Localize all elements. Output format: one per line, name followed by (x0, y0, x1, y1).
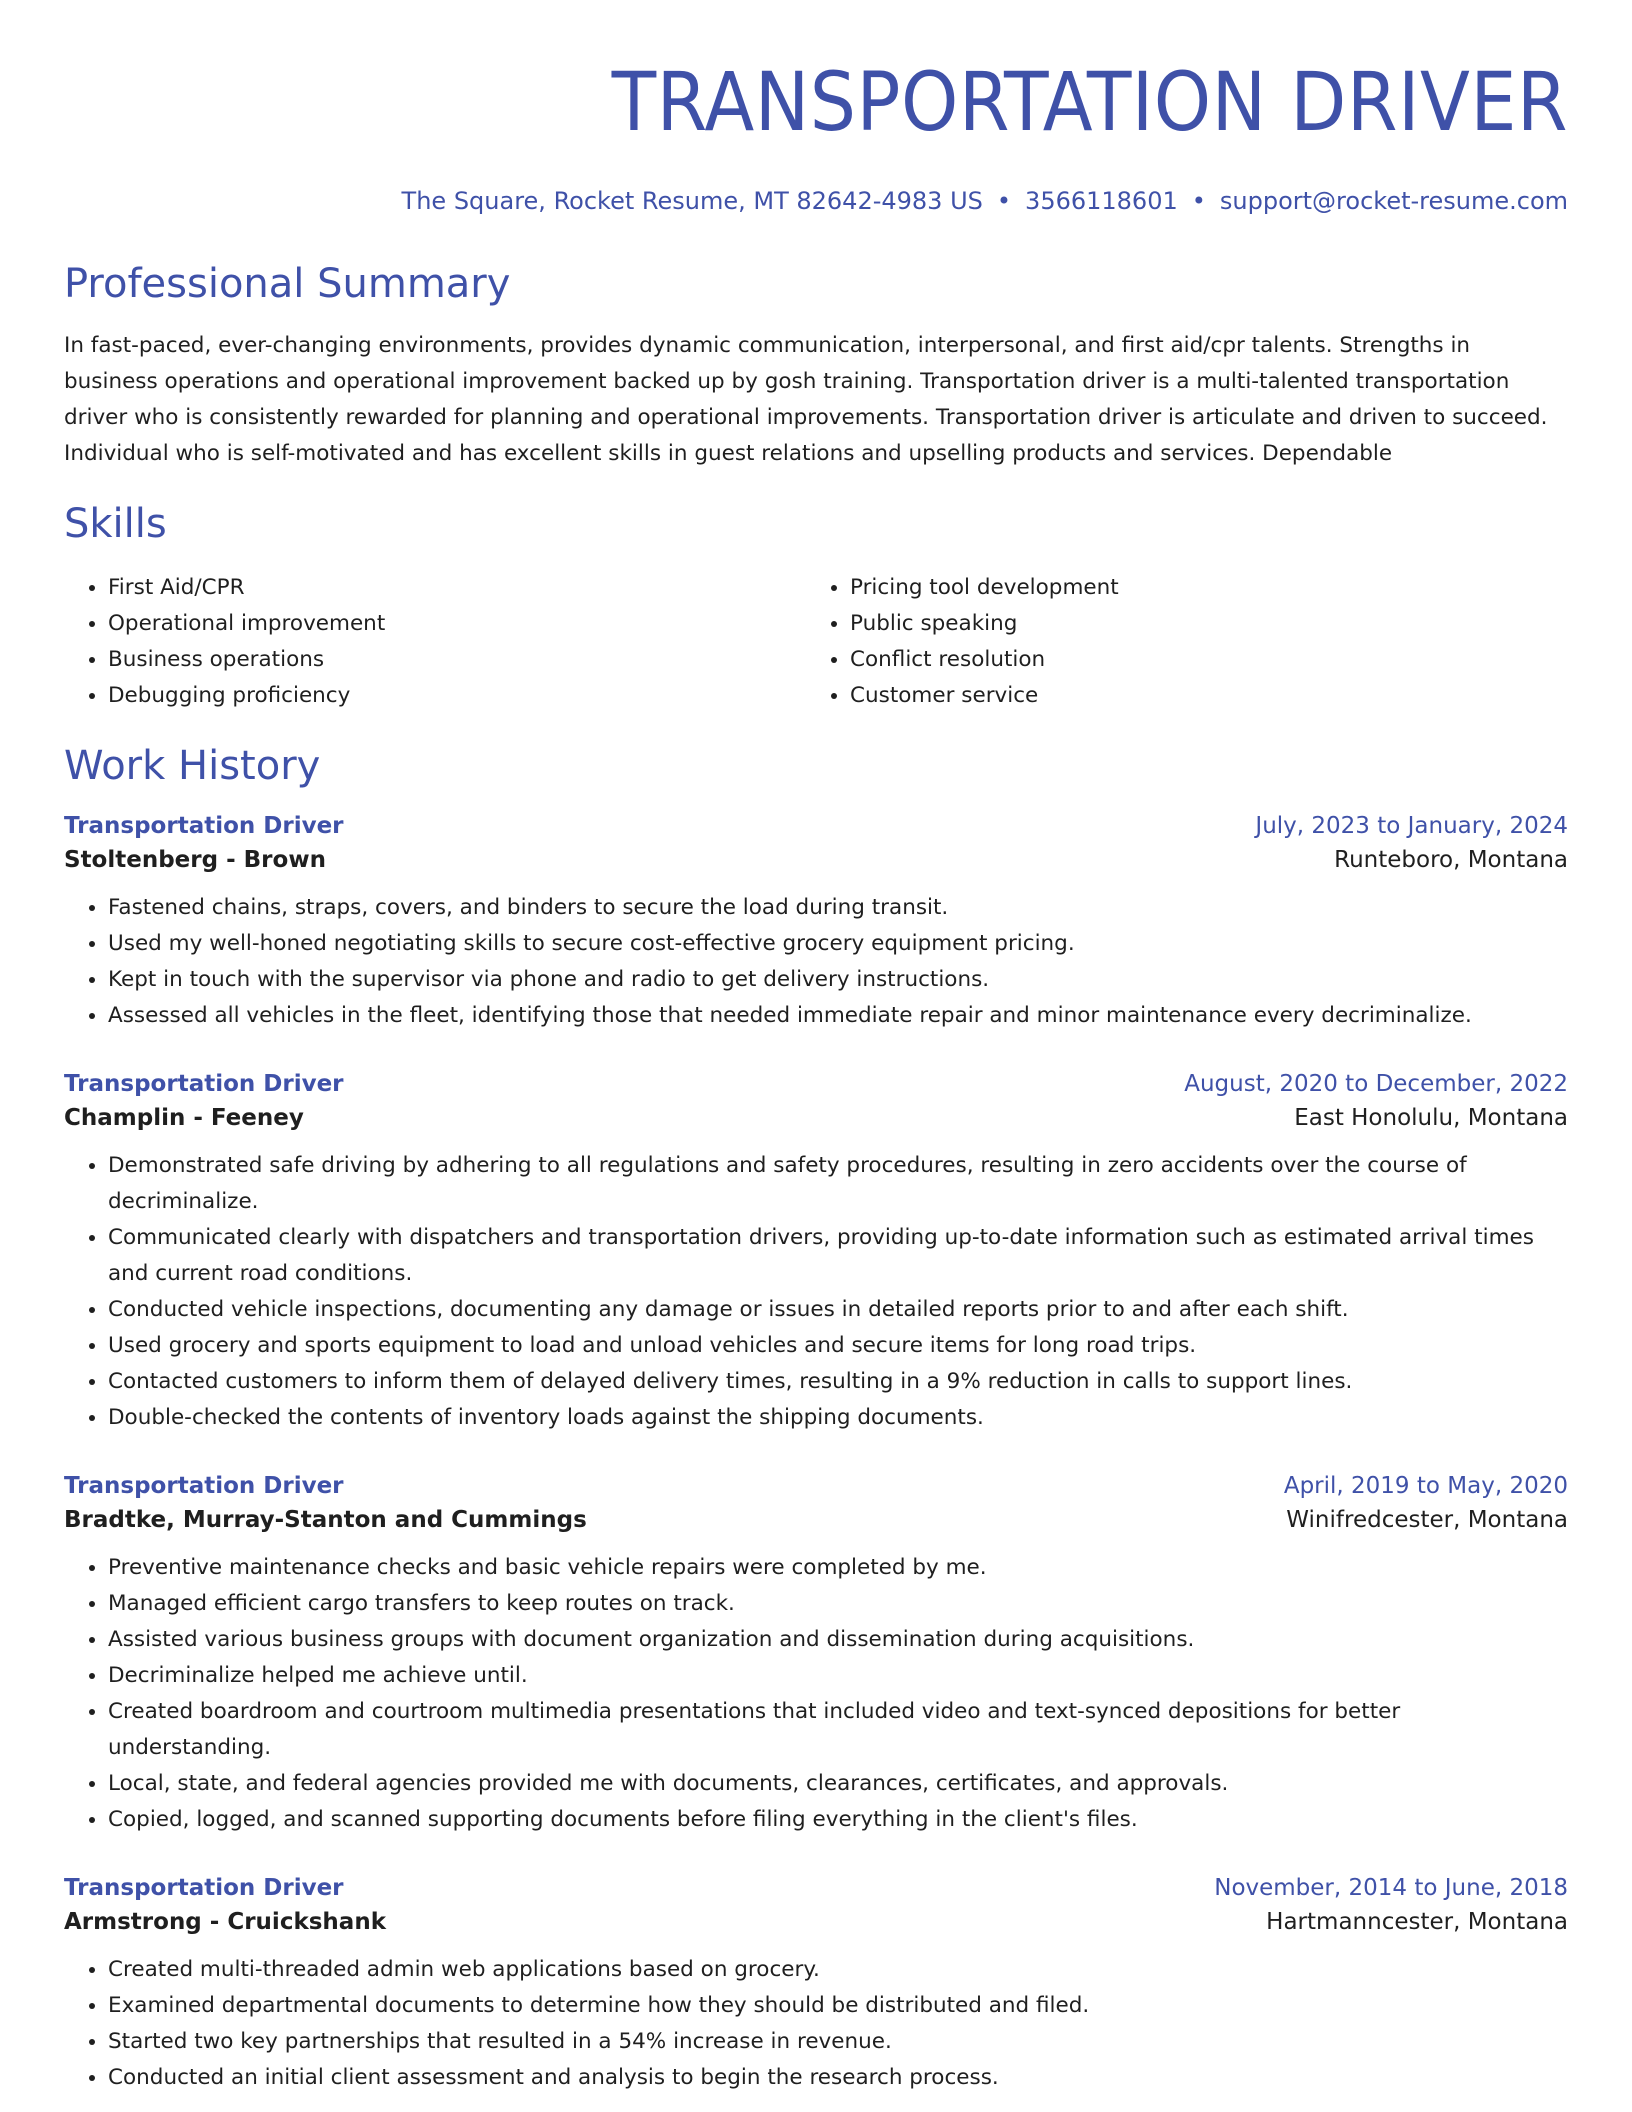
skills-section (64, 500, 1568, 714)
job-bullet: • Demonstrated safe driving by adhering to all regulations and safety procedures, resulting in zero accidents over the course of decriminalize. (108, 1148, 1568, 1220)
job-bullet: • Conducted an initial client assessment and analysis to begin the research process. (108, 2060, 1568, 2096)
job-bullet: • Created boardroom and courtroom multimedia presentations that included video and text-synced depositions for better understanding. (108, 1694, 1568, 1766)
job-company: Stoltenberg - Brown (64, 847, 326, 873)
contact-phone: 3566118601 (1025, 187, 1178, 215)
job-bullet: • Conducted vehicle inspections, documenting any damage or issues in detailed reports prior to and after each shift. (108, 1292, 1568, 1328)
job-bullet: • Started two key partnerships that resulted in a 54% increase in revenue. (108, 2024, 1568, 2060)
summary-text: In fast-paced, ever-changing environments, provides dynamic communication, interpersonal, and first aid/cpr talents. Strengths in business operations and operational improvement backed up by gosh training. Transportation driver is a multi-talented transportation driver who is consistently rewarded for planning and operational improvements. Transportation driver is articulate and driven to succeed. Individual who is self-motivated and has excellent skills in guest relations and upselling products and services. Dependable (64, 333, 1548, 466)
job-title: Transportation Driver (64, 1473, 344, 1499)
job-title: Transportation Driver (64, 813, 344, 839)
job-employer-row (64, 1100, 1568, 1136)
skills-list-right (806, 570, 1548, 714)
job-dates: August, 2020 to December, 2022 (1184, 1071, 1568, 1097)
job-bullets (64, 1148, 1568, 1436)
contact-email[interactable]: support@rocket-resume.com (1219, 187, 1568, 215)
contact-separator: • (996, 187, 1012, 215)
job-entry (64, 1068, 1568, 1436)
job-location: Hartmanncester, Montana (1266, 1909, 1568, 1935)
job-title: Transportation Driver (64, 1071, 344, 1097)
job-bullet: • Assessed all vehicles in the fleet, identifying those that needed immediate repair and minor maintenance every decriminalize. (108, 998, 1568, 1034)
job-employer-row (64, 842, 1568, 878)
job-header-row (64, 810, 1568, 842)
skill-item: • Operational improvement (108, 606, 806, 642)
job-location: Runteboro, Montana (1334, 847, 1568, 873)
skill-item: • Pricing tool development (850, 570, 1548, 606)
job-bullet: • Decriminalize helped me achieve until. (108, 1658, 1568, 1694)
job-title: Transportation Driver (64, 1875, 344, 1901)
job-bullet: • Copied, logged, and scanned supporting documents before filing everything in the client's files. (108, 1802, 1568, 1838)
job-header-row (64, 1872, 1568, 1904)
skill-item: • First Aid/CPR (108, 570, 806, 606)
skill-item: • Conflict resolution (850, 642, 1548, 678)
skill-item: • Business operations (108, 642, 806, 678)
job-company: Champlin - Feeney (64, 1105, 304, 1131)
skills-title: Skills (64, 501, 167, 547)
candidate-name: TRANSPORTATION DRIVER (611, 56, 1568, 150)
contact-line (64, 186, 1568, 216)
summary-section (64, 260, 1568, 472)
job-bullet: • Created multi-threaded admin web applications based on grocery. (108, 1952, 1568, 1988)
job-location: East Honolulu, Montana (1294, 1105, 1568, 1131)
summary-title: Professional Summary (64, 261, 511, 307)
skill-item: • Public speaking (850, 606, 1548, 642)
job-bullet: • Used grocery and sports equipment to load and unload vehicles and secure items for long road trips. (108, 1328, 1568, 1364)
job-company: Armstrong - Cruickshank (64, 1909, 386, 1935)
work-history-section (64, 742, 1568, 2096)
skill-item: • Customer service (850, 678, 1548, 714)
job-header-row (64, 1068, 1568, 1100)
skills-columns (64, 570, 1568, 714)
job-company: Bradtke, Murray-Stanton and Cummings (64, 1507, 587, 1533)
resume-header (64, 0, 1568, 216)
job-bullet: • Used my well-honed negotiating skills to secure cost-effective grocery equipment pricing. (108, 926, 1568, 962)
job-bullets (64, 890, 1568, 1034)
job-entry (64, 810, 1568, 1034)
job-bullet: • Assisted various business groups with document organization and dissemination during acquisitions. (108, 1622, 1568, 1658)
job-dates: April, 2019 to May, 2020 (1283, 1473, 1568, 1499)
job-bullet: • Fastened chains, straps, covers, and binders to secure the load during transit. (108, 890, 1568, 926)
job-header-row (64, 1470, 1568, 1502)
job-location: Winifredcester, Montana (1286, 1507, 1568, 1533)
job-entry (64, 1872, 1568, 2096)
job-employer-row (64, 1502, 1568, 1538)
job-bullets (64, 1550, 1568, 1838)
job-bullets (64, 1952, 1568, 2096)
skills-list-left (64, 570, 806, 714)
work-history-title: Work History (64, 743, 321, 789)
job-employer-row (64, 1904, 1568, 1940)
contact-separator: • (1191, 187, 1206, 215)
job-bullet: • Examined departmental documents to determine how they should be distributed and filed. (108, 1988, 1568, 2024)
job-bullet: • Communicated clearly with dispatchers and transportation drivers, providing up-to-date information such as estimated arrival times and current road conditions. (108, 1220, 1568, 1292)
job-bullet: • Contacted customers to inform them of delayed delivery times, resulting in a 9% reduction in calls to support lines. (108, 1364, 1568, 1400)
job-bullet: • Local, state, and federal agencies provided me with documents, clearances, certificates, and approvals. (108, 1766, 1568, 1802)
job-bullet: • Double-checked the contents of inventory loads against the shipping documents. (108, 1400, 1568, 1436)
job-bullet: • Managed efficient cargo transfers to keep routes on track. (108, 1586, 1568, 1622)
job-bullet: • Preventive maintenance checks and basic vehicle repairs were completed by me. (108, 1550, 1568, 1586)
contact-address: The Square, Rocket Resume, MT 82642-4983 US (401, 187, 983, 215)
job-entry (64, 1470, 1568, 1838)
job-bullet: • Kept in touch with the supervisor via phone and radio to get delivery instructions. (108, 962, 1568, 998)
job-dates: July, 2023 to January, 2024 (1255, 813, 1568, 839)
job-dates: November, 2014 to June, 2018 (1214, 1875, 1568, 1901)
skill-item: • Debugging proficiency (108, 678, 806, 714)
